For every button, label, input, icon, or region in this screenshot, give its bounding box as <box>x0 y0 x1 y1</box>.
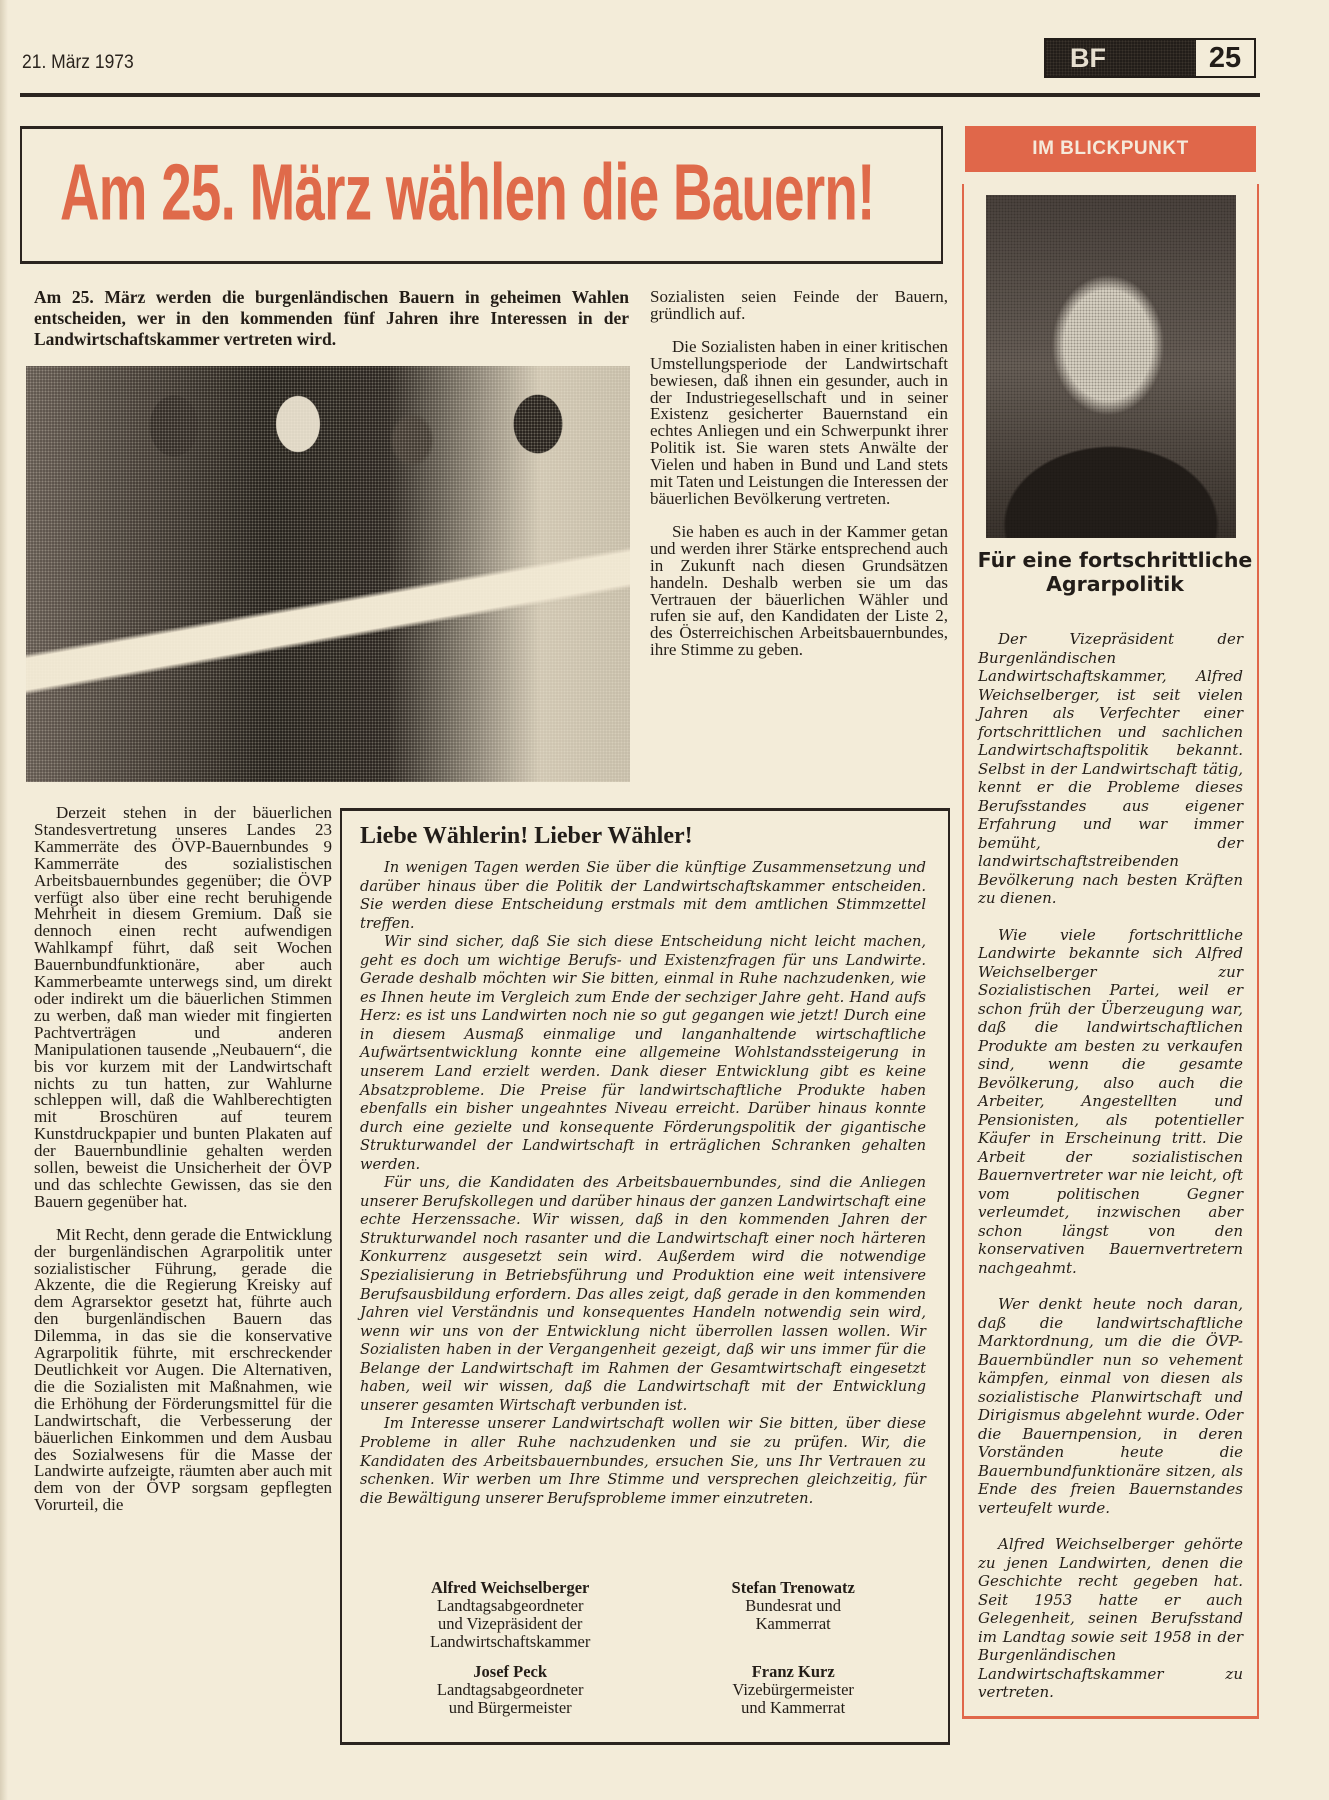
sidebar-paragraph: Alfred Weichselberger gehörte zu jenen Landwirten, denen die Geschichte recht gegeben hat. Seit 1953 hatte er auch Gelegenheit, seinen Berufsstand im Landtag sowie seit 1958 in der Burgenländischen Landwirtschaftskammer zu vertreten. <box>978 1535 1243 1701</box>
article-photo <box>26 366 630 782</box>
portrait-photo <box>986 195 1236 538</box>
paragraph: Sozialisten seien Feinde der Bauern, gründlich auf. <box>650 287 948 323</box>
masthead-logo: BF <box>1046 40 1196 76</box>
paragraph: Sie haben es auch in der Kammer getan und werden ihrer Stärke entsprechend auch in Zukunft nach diesen Grundsätzen handeln. Deshalb werben sie um das Vertrauen der bäuerlichen Wähler und rufen sie auf, den Kandidaten der Liste 2, des Österreichischen Arbeitsbauernbundes, ihre Stimme zu geben. <box>650 521 948 660</box>
page-edge <box>0 0 8 1800</box>
signature-name: Josef Peck <box>473 1662 548 1681</box>
header-rule <box>20 93 1260 97</box>
article-headline: Am 25. März wählen die Bauern! <box>60 148 875 238</box>
signature-name: Stefan Trenowatz <box>731 1578 855 1597</box>
issue-date: 21. März 1973 <box>22 52 134 73</box>
letter-body <box>360 859 926 1508</box>
article-column-left <box>34 805 332 1514</box>
signature-name: Alfred Weichselberger <box>430 1578 590 1597</box>
masthead <box>1044 38 1256 78</box>
paragraph: Mit Recht, denn gerade die Entwicklung der burgenländischen Agrarpolitik unter sozialistischer Führung, gerade die Akzente, die die Regierung Kreisky auf dem Agrarsektor gesetzt hat, führte auch den burgenländischen Bauern das Dilemma, in das sie die konservative Agrarpolitik führte, mit erschreckender Deutlichkeit vor Augen. Die Alternativen, die die Sozialisten mit Maßnahmen, wie die Erhöhung der Förderungsmittel für die Landwirtschaft, die Verbesserung der bäuerlichen Einkommen und dem Ausbau des Sozialwesens für die Masse der Landwirte aufzeigte, räumten aber auch mit dem von der ÖVP sorgsam gepflegten Vorurteil, die <box>34 1224 332 1515</box>
signature-name: Franz Kurz <box>751 1662 835 1681</box>
signature-role: Bundesrat und Kammerrat <box>745 1596 842 1633</box>
sidebar-paragraph: Der Vizepräsident der Burgenländischen Landwirtschaftskammer, Alfred Weichselberger, ist seit vielen Jahren als Verfechter einer fortschrittlichen und sachlichen Landwirtschaftspolitik bekannt. Selbst in der Landwirtschaft tätig, kennt er die Probleme dieses Berufsstandes aus eigener Erfahrung und war immer bemüht, der landwirtschaftstreibenden Bevölkerung nach besten Kräften zu dienen. <box>978 630 1243 907</box>
signature <box>360 1579 660 1651</box>
article-lead: Am 25. März werden die burgenländischen Bauern in geheimen Wahlen entscheiden, wer in den kommenden fünf Jahren ihre Interessen in der Landwirtschaftskammer vertreten wird. <box>34 287 629 349</box>
letter-title: Liebe Wählerin! Lieber Wähler! <box>360 823 693 849</box>
signature-role: Vizebürgermeister und Kammerrat <box>732 1680 854 1717</box>
signature <box>360 1663 660 1717</box>
letter-paragraph: Wir sind sicher, daß Sie sich diese Entscheidung nicht leicht machen, geht es doch um wichtige Berufs- und Existenzfragen für uns Landwirte. Gerade deshalb möchten wir Sie bitten, einmal in Ruhe nachzudenken, wie es Ihnen heute im Vergleich zum Ende der sechziger Jahre geht. Hand aufs Herz: es ist uns Landwirten noch nie so gut gegangen wie jetzt! Durch eine in diesem Ausmaß einmalige und langanhaltende wirtschaftliche Aufwärtsentwicklung konnte eine allgemeine Wohlstandssteigerung in unserem Land erzielt werden. Dank dieser Entwicklung gibt es keine Absatzprobleme. Die Preise für landwirtschaftliche Produkte haben ebenfalls ein bisher ungeahntes Niveau erreicht. Darüber hinaus konnte durch eine gezielte und konsequente Förderungspolitik der gigantische Strukturwandel der Landwirtschaft in erträglichen Schranken gehalten werden. <box>360 933 926 1173</box>
sidebar-title: Für eine fortschrittliche Agrarpolitik <box>977 548 1253 596</box>
page-number: 25 <box>1196 40 1254 76</box>
sidebar-header: IM BLICKPUNKT <box>965 126 1256 172</box>
letter-signatures <box>360 1579 926 1717</box>
letter-box <box>340 808 950 1745</box>
headline-box <box>20 126 943 264</box>
signature <box>660 1579 926 1651</box>
signature <box>660 1663 926 1717</box>
signature-role: Landtagsabgeordneter und Vizepräsident der Landwirtschaftskammer <box>430 1596 591 1651</box>
sidebar-paragraph: Wie viele fortschrittliche Landwirte bekannte sich Alfred Weichselberger zur Sozialistischen Partei, weil er schon früh der Überzeugung war, daß die landwirtschaftlichen Produkte am besten zu verkaufen sind, wenn die gesamte Bevölkerung, also auch die Arbeiter, Angestellten und Pensionisten, als potentieller Käufer in Erscheinung tritt. Die Arbeit der sozialistischen Bauernvertreter war nie leicht, oft vom politischen Gegner verleumdet, inzwischen aber schon längst von den konservativen Bauernvertretern nachgeahmt. <box>978 925 1243 1277</box>
letter-paragraph: Für uns, die Kandidaten des Arbeitsbauernbundes, sind die Anliegen unserer Berufskollegen und darüber hinaus der ganzen Landwirtschaft eine echte Herzenssache. Wir wissen, daß in den kommenden Jahren der Strukturwandel noch rasanter und die Landwirtschaft einer noch härteren Konkurrenz ausgesetzt sein wird. Außerdem wird die notwendige Spezialisierung in Betriebsführung und Produktion eine weit intensivere Berufsausbildung erfordern. Das alles zeigt, daß gerade in den kommenden Jahren viel Verständnis und konsequentes Handeln notwendig sein wird, wenn wir uns von der Entwicklung nicht überrollen lassen wollen. Wir Sozialisten haben in der Vergangenheit gezeigt, daß wir uns immer für die Belange der Landwirtschaft im Rahmen der Gesamtwirtschaft eingesetzt haben, weil wir wissen, daß die Landwirtschaft mit der Entwicklung unserer gesamten Wirtschaft verbunden ist. <box>360 1174 926 1414</box>
sidebar-body <box>978 630 1243 1702</box>
paragraph: Derzeit stehen in der bäuerlichen Standesvertretung unseres Landes 23 Kammerräte des ÖVP-Bauernbundes 9 Kammerräte des sozialistischen Arbeitsbauernbundes gegenüber; die ÖVP verfügt also über eine recht beruhigende Mehrheit in diesem Gremium. Daß sie dennoch einen recht aufwendigen Wahlkampf führt, daß seit Wochen Bauernbundfunktionäre, aber auch Kammerbeamte unterwegs sind, um direkt oder indirekt um die bäuerlichen Stimmen zu werben, daß man wieder mit fingierten Pachtverträgen und anderen Manipulationen tausende „Neubauern“, die bis vor kurzem mit der Landwirtschaft nichts zu tun hatten, zur Wahlurne schleppen will, daß die Wahlberechtigten mit Broschüren auf teurem Kunstdruckpapier und bunten Plakaten auf der Bauernbundlinie gehalten werden sollen, beweist die Unsicherheit der ÖVP und das schlechte Gewissen, das sie den Bauern gegenüber hat. <box>34 803 332 1211</box>
signature-role: Landtagsabgeordneter und Bürgermeister <box>436 1680 584 1717</box>
article-column-middle <box>650 289 948 659</box>
paragraph: Die Sozialisten haben in einer kritischen Umstellungsperiode der Landwirtschaft bewiesen, daß ihnen ein gesunder, auch in der Industriegesellschaft und in seiner Existenz gesicherter Bauernstand ein echtes Anliegen und ein Schwerpunkt ihrer Politik ist. Sie waren stets Anwälte der Vielen und haben in Bund und Land stets mit Taten und Leistungen die Interessen der bäuerlichen Bevölkerung vertreten. <box>650 336 948 508</box>
letter-paragraph: In wenigen Tagen werden Sie über die künftige Zusammensetzung und darüber hinaus über die Politik der Landwirtschaftskammer entscheiden. Sie werden diese Entscheidung erstmals mit dem amtlichen Stimmzettel treffen. <box>360 859 926 932</box>
letter-paragraph: Im Interesse unserer Landwirtschaft wollen wir Sie bitten, über diese Probleme in aller Ruhe nachzudenken und sie zu prüfen. Wir, die Kandidaten des Arbeitsbauernbundes, ersuchen Sie, uns Ihr Vertrauen zu schenken. Wir werben um Ihre Stimme und versprechen gleichzeitig, für die Bewältigung unserer Berufsprobleme immer einzutreten. <box>360 1415 926 1507</box>
sidebar-paragraph: Wer denkt heute noch daran, daß die landwirtschaftliche Marktordnung, um die die ÖVP-Bauernbündler nun so vehement kämpfen, einmal von diesen als sozialistische Planwirtschaft und Dirigismus abgelehnt wurde. Oder die Bauernpension, in deren Vorständen heute die Bauernbundfunktionäre sitzen, als Ende des freien Bauernstandes verteufelt wurde. <box>978 1295 1243 1517</box>
